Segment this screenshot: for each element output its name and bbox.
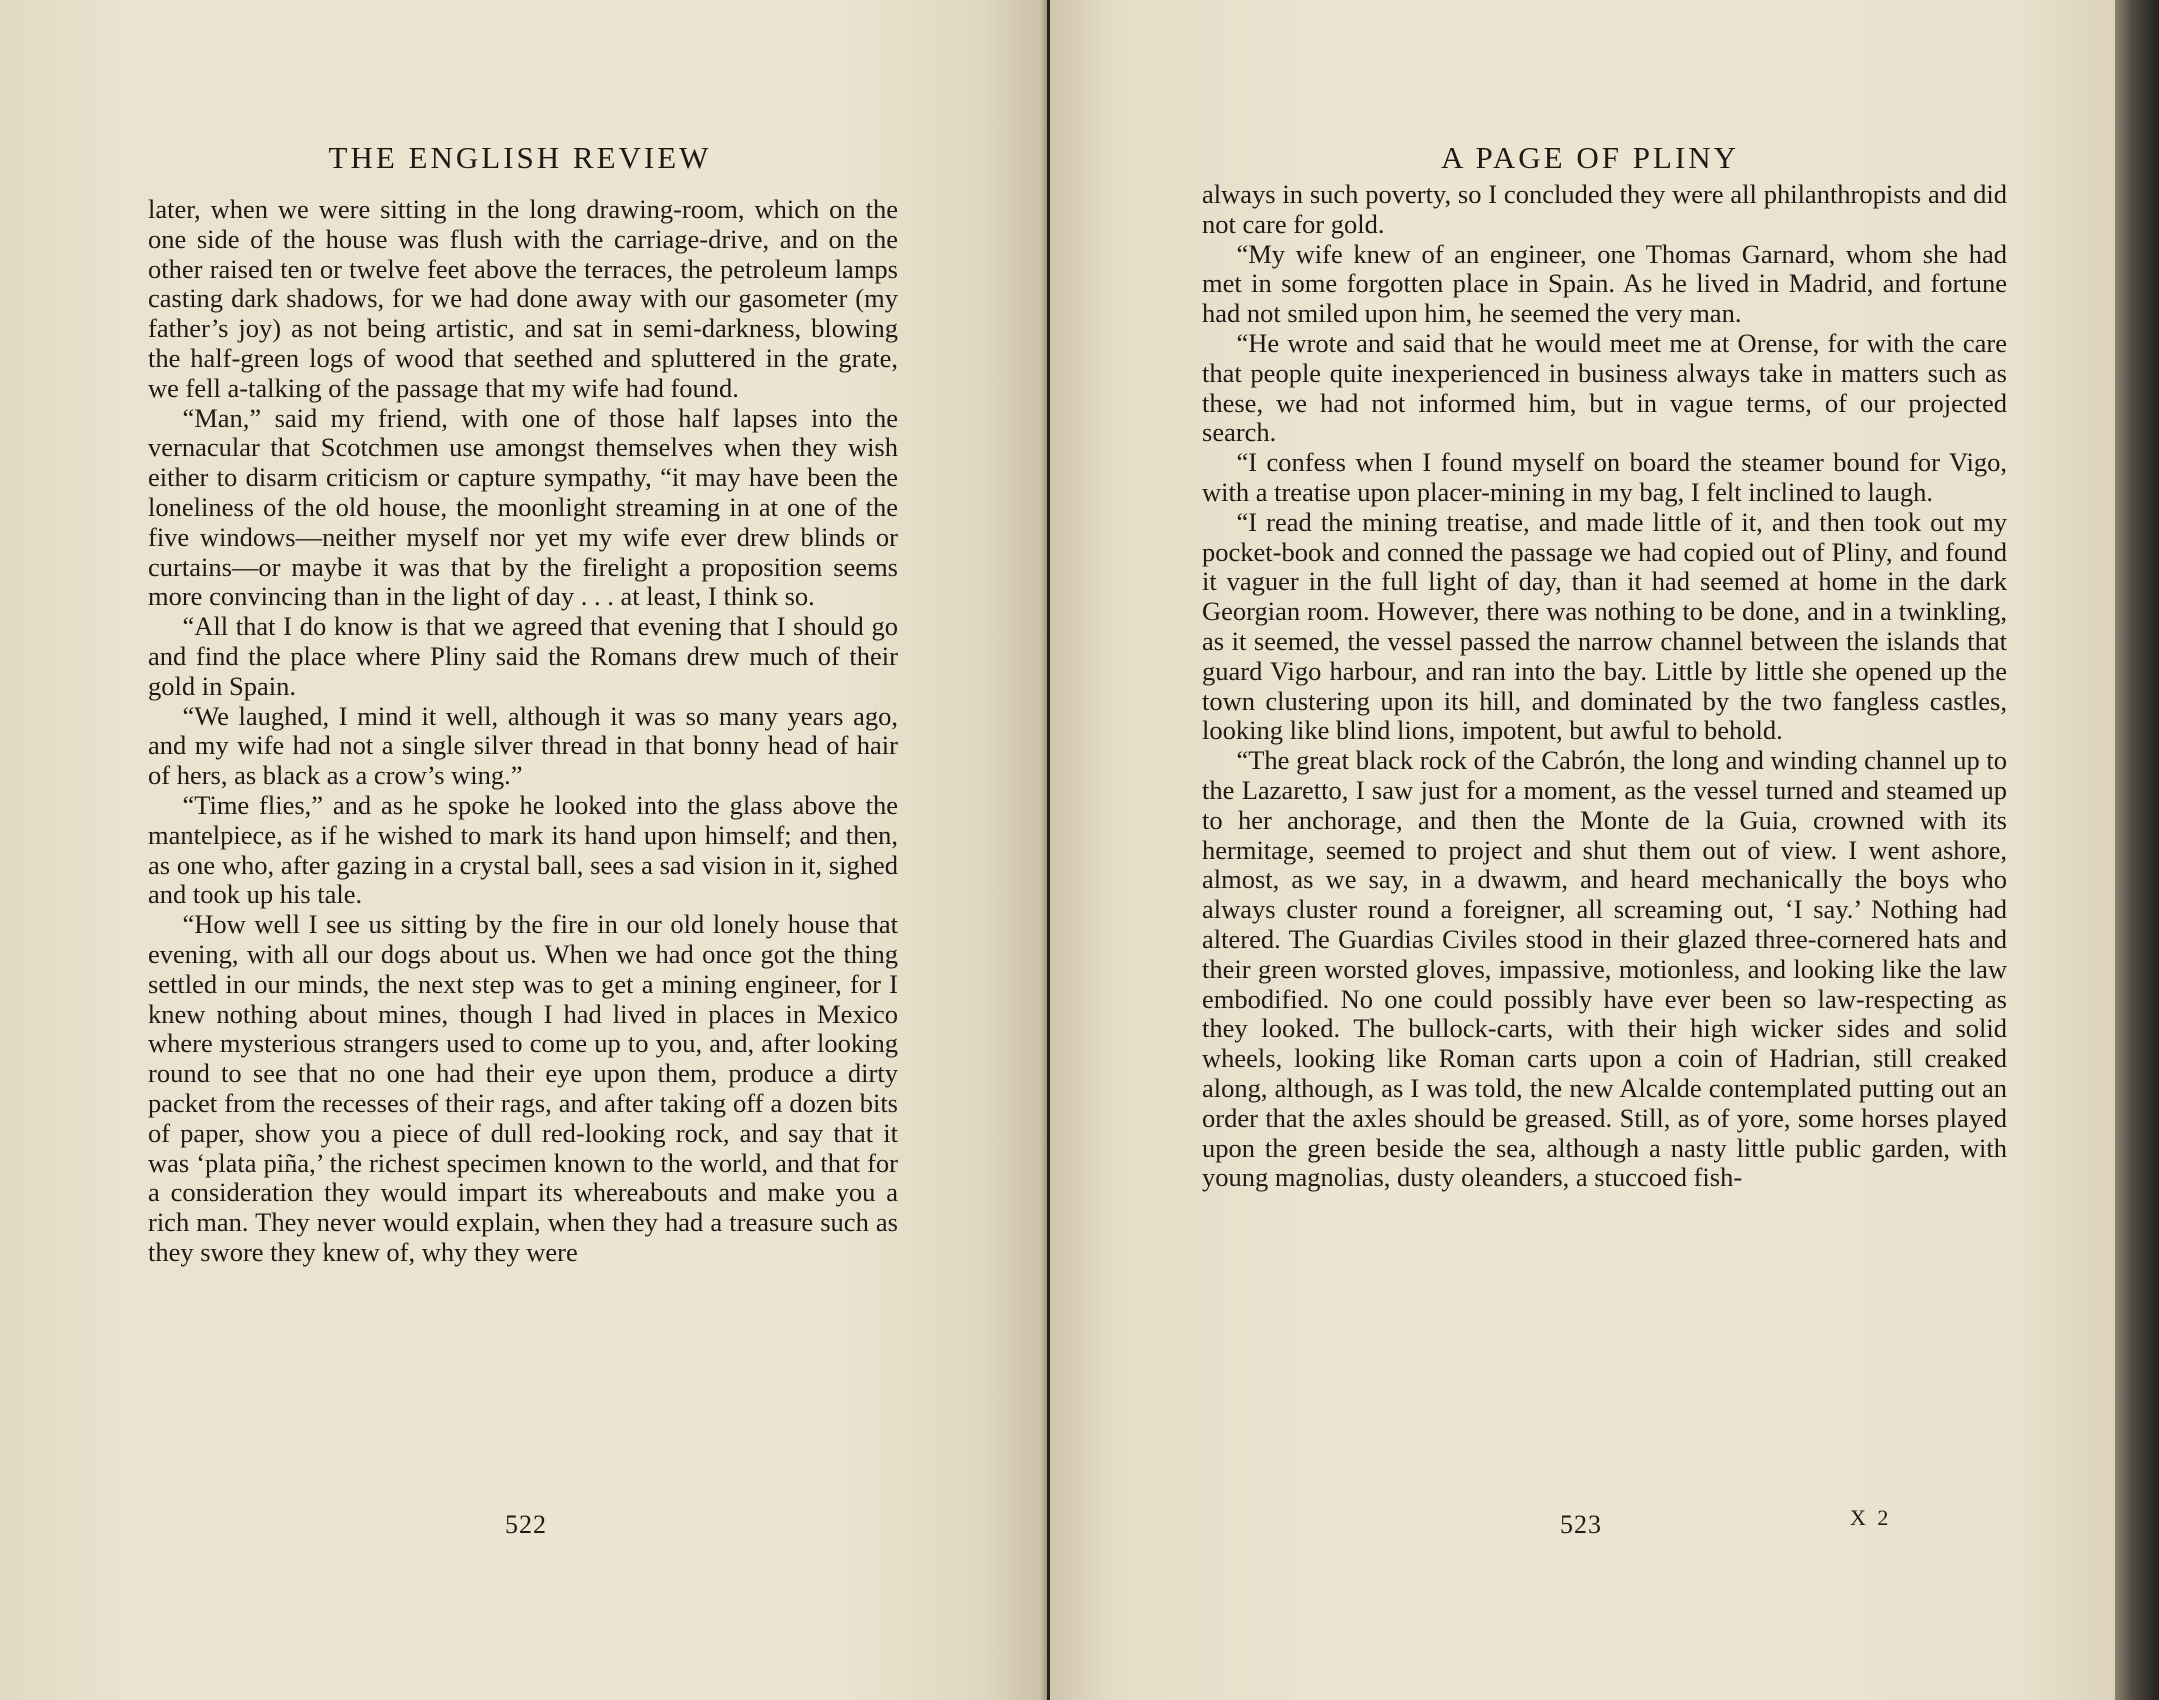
paragraph: later, when we were sitting in the long drawing-room, which on the one side of the house was flush with the carriage-drive, and on the other raised ten or twelve feet above the terraces, the petroleum lamps casting dark shadows, for we had done away with our gasometer (my father’s joy) as not being artistic, and sat in semi-darkness, blowing the half-green logs of wood that seethed and spluttered in the grate, we fell a-talking of the passage that my wife had found. <box>148 194 898 403</box>
running-head-left: THE ENGLISH REVIEW <box>328 140 712 175</box>
paragraph: “He wrote and said that he would meet me at Orense, for with the care that people quite inexperienced in business always take in matters such as these, we had not informed him, but in vague terms, of our projected search. <box>1202 327 2007 448</box>
paragraph: “We laughed, I mind it well, although it was so many years ago, and my wife had not a single silver thread in that bonny head of hair of hers, as black as a crow’s wing.” <box>148 700 898 791</box>
right-page <box>1050 0 2115 1700</box>
left-page <box>0 0 1047 1700</box>
paragraph: “All that I do know is that we agreed that evening that I should go and find the place where Pliny said the Romans drew much of their gold in Spain. <box>148 611 898 701</box>
signature-mark: X 2 <box>1850 1505 1892 1530</box>
page-number-right: 523 <box>1560 1510 1602 1539</box>
right-page-body <box>1202 180 2007 1193</box>
paragraph: “My wife knew of an engineer, one Thomas Garnard, whom she had met in some forgotten place in Spain. As he lived in Madrid, and fortune had not smiled upon him, he seemed the very man. <box>1202 238 2007 329</box>
book-edge <box>2115 0 2159 1700</box>
paragraph: “I confess when I found myself on board the steamer bound for Vigo, with a treatise upon placer-mining in my bag, I felt inclined to laugh. <box>1202 447 2007 507</box>
running-head-right: A PAGE OF PLINY <box>1441 140 1739 175</box>
paragraph: “How well I see us sitting by the fire in our old lonely house that evening, with all our dogs about us. When we had once got the thing settled in our minds, the next step was to get a mining engineer, for I knew nothing about mines, though I had lived in places in Mexico where mysterious strangers used to come up to you, and, after looking round to see that no one had their eye upon them, produce a dirty packet from the recesses of their rags, and after taking off a dozen bits of paper, show you a piece of dull red-looking rock, and say that it was ‘plata piña,’ the richest specimen known to the world, and that for a consideration they would impart its whereabouts and make you a rich man. They never would explain, when they had a treasure such as they swore they knew of, why they were <box>148 909 898 1267</box>
paragraph: “The great black rock of the Cabrón, the long and winding channel up to the Lazaretto, I saw just for a moment, as the vessel turned and steamed up to her anchorage, and then the Monte de la Guia, crowned with its hermitage, seemed to project and shut them out of view. I went ashore, almost, as we say, in a dwawm, and heard mechanically the boys who always cluster round a foreigner, all screaming out, ‘I say.’ Nothing had altered. The Guardias Civiles stood in their glazed three-cornered hats and their green worsted gloves, impassive, motionless, and looking like the law embodified. No one could possibly have ever been so law-respecting as they looked. The bullock-carts, with their high wicker sides and solid wheels, looking like Roman carts upon a coin of Hadrian, still creaked along, although, as I was told, the new Alcalde contemplated putting out an order that the axles should be greased. Still, as of yore, some horses played upon the green beside the sea, although a nasty little public garden, with young magnolias, dusty oleanders, a stuccoed fish- <box>1202 745 2007 1193</box>
paragraph: “I read the mining treatise, and made little of it, and then took out my pocket-book and conned the passage we had copied out of Pliny, and found it vaguer in the full light of day, than it had seemed at home in the dark Georgian room. However, there was nothing to be done, and in a twinkling, as it seemed, the vessel passed the narrow channel between the islands that guard Vigo harbour, and ran into the bay. Little by little she opened up the town clustering upon its hill, and dominated by the two fangless castles, looking like blind lions, impotent, but awful to behold. <box>1202 506 2007 746</box>
paragraph: always in such poverty, so I concluded they were all philanthropists and did not care for gold. <box>1202 179 2007 239</box>
paragraph: “Man,” said my friend, with one of those half lapses into the vernacular that Scotchmen use amongst themselves when they wish either to disarm criticism or capture sympathy, “it may have been the loneliness of the old house, the moonlight streaming in at one of the five windows—neither myself nor yet my wife ever drew blinds or curtains—or maybe it was that by the firelight a proposition seems more convincing than in the light of day . . . at least, I think so. <box>148 402 898 612</box>
left-page-body <box>148 195 898 1268</box>
paragraph: “Time flies,” and as he spoke he looked into the glass above the mantelpiece, as if he wished to mark its hand upon himself; and then, as one who, after gazing in a crystal ball, sees a sad vision in it, sighed and took up his tale. <box>148 789 898 910</box>
page-number-left: 522 <box>505 1510 547 1539</box>
